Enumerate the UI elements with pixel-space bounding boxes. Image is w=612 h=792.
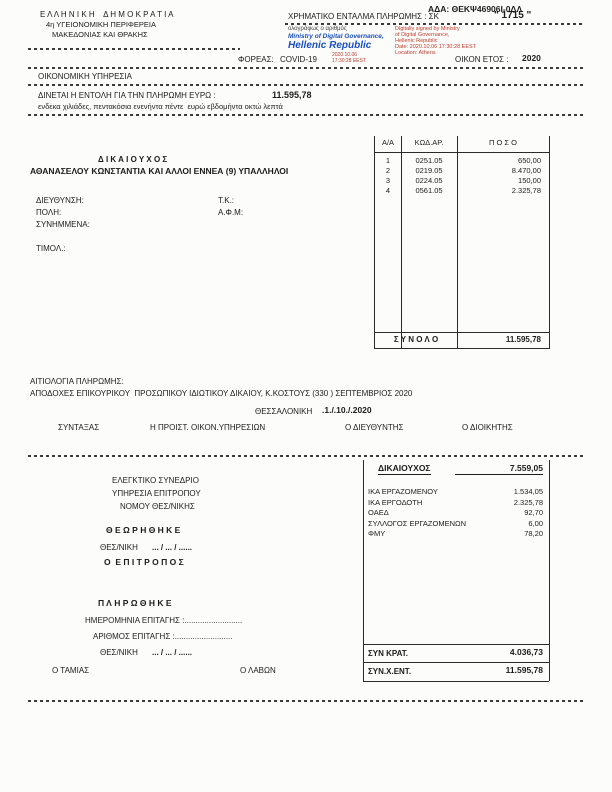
address-label: ΔΙΕΥΘΥΝΣΗ:	[36, 196, 84, 205]
bottom-divider	[28, 700, 584, 702]
table-header-aa: Α/Α	[381, 138, 395, 147]
postal-code-label: Τ.Κ.:	[218, 196, 235, 205]
thes-date-dots-2: ... / ... / ......	[152, 648, 193, 657]
receiver-label: Ο ΛΑΒΩΝ	[240, 666, 276, 675]
approved-heading: Θ Ε Ω Ρ Η Θ Η Κ Ε	[106, 525, 181, 535]
deduction-label: ΙΚΑ ΕΡΓΟΔΟΤΗ	[368, 498, 423, 507]
signature-detail-line: Digitally signed by Ministry	[395, 26, 460, 32]
place-label: ΘΕΣΣΑΛΟΝΙΚΗ	[255, 407, 313, 416]
row-aa: 1	[385, 156, 391, 165]
amount-in-words: ενδεκα χιλιάδες, πεντακόσια ενενήντα πέντε ευρώ εβδομήντα οκτώ λεπτά	[38, 102, 283, 111]
hellenic-republic-heading: Ε Λ Λ Η Ν Ι Κ Η Δ Η Μ Ο Κ Ρ Α Τ Ι Α	[40, 10, 174, 19]
signature-detail-line: Hellenic Republic	[395, 38, 438, 44]
fiscal-year-label: ΟΙΚΟΝ ΕΤΟΣ :	[455, 55, 509, 64]
row-code: 0224.05	[415, 176, 443, 185]
signature-detail-line: Date: 2020.10.06 17:30:28 EEST	[395, 44, 477, 50]
role-proist: Η ΠΡΟΙΣΤ. ΟΙΚΟΝ.ΥΠΗΡΕΣΙΩΝ	[150, 423, 266, 432]
role-syntaxas: ΣΥΝΤΑΞΑΣ	[58, 423, 100, 432]
cashier-label: Ο ΤΑΜΙΑΣ	[52, 666, 90, 675]
table-total-label: Σ Υ Ν Ο Λ Ο	[393, 335, 439, 344]
thes-date-label-1: ΘΕΣ/ΝΙΚΗ	[100, 543, 138, 552]
fiscal-year-value: 2020	[522, 53, 541, 63]
row-code: 0561.05	[415, 186, 443, 195]
deduction-label: ΙΚΑ ΕΡΓΑΖΟΜΕΝΟΥ	[368, 487, 438, 496]
document-title: ΧΡΗΜΑΤΙΚΟ ΕΝΤΑΛΜΑ ΠΛΗΡΩΜΗΣ : ΣΚ	[288, 12, 439, 21]
table-header-code: ΚΩΔ.ΑΡ.	[414, 138, 444, 147]
title-subtitle: ολογράφως ο αριθμός	[288, 26, 347, 32]
signature-detail-line: Location: Athens	[395, 50, 436, 56]
region-line: ΜΑΚΕΔΟΝΙΑΣ ΚΑΙ ΘΡΑΚΗΣ	[52, 30, 148, 39]
invoice-label: ΤΙΜΟΛ.:	[36, 244, 66, 253]
row-amount: 150,00	[518, 176, 541, 185]
document-number: " 1715 "	[494, 10, 532, 21]
deduction-amount: 92,70	[524, 508, 543, 517]
row-amount: 8.470,00	[511, 166, 541, 175]
row-aa: 3	[385, 176, 391, 185]
letterhead-divider	[28, 48, 240, 50]
grand-total-label: ΣΥΝ.Χ.ΕΝΤ.	[368, 667, 412, 676]
title-divider	[285, 23, 584, 25]
deduction-amount: 78,20	[524, 529, 543, 538]
health-region-line: 4η ΥΓΕΙΟΝΟΜΙΚΗ ΠΕΡΙΦΕΡΕΙΑ	[46, 20, 157, 29]
thes-date-dots-1: ... / ... / ......	[152, 543, 193, 552]
deduction-amount: 2.325,78	[513, 498, 543, 507]
total-deductions-amount: 4.036,73	[509, 647, 543, 657]
justification-label: ΑΙΤΙΟΛΟΓΙΑ ΠΛΗΡΩΜΗΣ:	[30, 377, 124, 386]
payment-order-amount: 11.595,78	[272, 90, 312, 100]
ada-code: ΑΔΑ: ΘΕΚΨ46906Ι-0ΔΛ	[428, 4, 523, 14]
deduction-amount: 6,00	[528, 519, 543, 528]
digital-signature-stamp-line2: Hellenic Republic	[288, 40, 372, 51]
audit-court-line2: ΥΠΗΡΕΣΙΑ ΕΠΙΤΡΟΠΟΥ	[112, 489, 201, 498]
date-value: .1./.10./.2020	[322, 405, 372, 415]
grand-total-amount: 11.595,78	[505, 665, 543, 675]
breakdown-box-line	[363, 644, 549, 645]
deduction-label: ΟΑΕΔ	[368, 508, 389, 517]
beneficiary-name: ΑΘΑΝΑΣΕΛΟΥ ΚΩΝΣΤΑΝΤΙΑ ΚΑΙ ΑΛΛΟΙ ΕΝΝΕΑ (9) ΥΠΑΛΛΗΛΟΙ	[30, 166, 289, 176]
foreas-label: ΦΟΡΕΑΣ:	[238, 55, 274, 64]
breakdown-box-left-line	[363, 460, 364, 681]
row-amount: 650,00	[518, 156, 541, 165]
table-total-line	[375, 332, 549, 333]
deduction-label: ΣΥΛΛΟΓΟΣ ΕΡΓΑΖΟΜΕΝΩΝ	[368, 519, 467, 528]
row-aa: 4	[385, 186, 391, 195]
row-amount: 2.325,78	[511, 186, 541, 195]
mini-stamp-line: 2020.10.06	[332, 52, 358, 58]
audit-court-line1: ΕΛΕΓΚΤΙΚΟ ΣΥΝΕΔΡΙΟ	[112, 476, 199, 485]
amounts-table	[374, 136, 550, 349]
row-code: 0251.05	[415, 156, 443, 165]
digital-signature-stamp-line1: Ministry of Digital Governance,	[288, 33, 384, 40]
city-label: ΠΟΛΗ:	[36, 208, 62, 217]
breakdown-box-line	[363, 662, 549, 663]
section-divider	[28, 114, 584, 116]
deduction-label: ΦΜΥ	[368, 529, 386, 538]
breakdown-beneficiary-amount: 7.559,05	[455, 464, 543, 475]
role-governor: Ο ΔΙΟΙΚΗΤΗΣ	[462, 423, 513, 432]
section-divider	[28, 84, 584, 86]
justification-text: ΑΠΟΔΟΧΕΣ ΕΠΙΚΟΥΡΙΚΟΥ ΠΡΟΣΩΠΙΚΟΥ ΙΔΙΩΤΙΚΟΥ ΔΙΚΑΙΟΥ, Κ.ΚΟΣΤΟΥΣ (330 ) ΣΕΠΤΕΜΒΡΙΟΣ 2020	[30, 389, 413, 398]
table-total-amount: 11.595,78	[505, 335, 541, 344]
attachments-label: ΣΥΝΗΜΜΕΝΑ:	[36, 220, 90, 229]
total-deductions-label: ΣΥΝ ΚΡΑΤ.	[368, 649, 408, 658]
payment-order-label: ΔΙΝΕΤΑΙ Η ΕΝΤΟΛΗ ΓΙΑ ΤΗΝ ΠΛΗΡΩΜΗ ΕΥΡΩ :	[38, 91, 216, 100]
afm-label: Α.Φ.Μ:	[218, 208, 244, 217]
role-director: Ο ΔΙΕΥΘΥΝΤΗΣ	[345, 423, 404, 432]
section-divider	[28, 455, 584, 457]
thes-date-label-2: ΘΕΣ/ΝΙΚΗ	[100, 648, 138, 657]
breakdown-box-line	[363, 681, 549, 682]
beneficiary-heading: Δ Ι Κ Α Ι Ο Υ Χ Ο Σ	[98, 155, 168, 164]
row-aa: 2	[385, 166, 391, 175]
commissioner-heading: Ο Ε Π Ι Τ Ρ Ο Π Ο Σ	[104, 557, 184, 567]
deduction-amount: 1.534,05	[513, 487, 543, 496]
signature-detail-line: of Digital Governance,	[395, 32, 450, 38]
paid-heading: Π Λ Η Ρ Ω Θ Η Κ Ε	[98, 598, 172, 608]
foreas-value: COVID-19	[280, 55, 317, 64]
row-code: 0219.05	[415, 166, 443, 175]
mini-stamp-line: 17:30:28 EEST	[332, 58, 366, 64]
audit-court-line3: ΝΟΜΟΥ ΘΕΣ/ΝΙΚΗΣ	[120, 502, 195, 511]
section-divider	[28, 67, 584, 69]
check-number-label: ΑΡΙΘΜΟΣ ΕΠΙΤΑΓΗΣ :..........................	[93, 632, 233, 641]
service-name: ΟΙΚΟΝΟΜΙΚΗ ΥΠΗΡΕΣΙΑ	[38, 72, 132, 81]
breakdown-beneficiary-label: ΔΙΚΑΙΟΥΧΟΣ	[378, 463, 431, 473]
check-date-label: ΗΜΕΡΟΜΗΝΙΑ ΕΠΙΤΑΓΗΣ :..........................	[85, 616, 243, 625]
table-header-line	[375, 152, 549, 153]
table-header-amount: Π Ο Σ Ο	[489, 138, 517, 147]
breakdown-box-right-line	[549, 460, 550, 681]
